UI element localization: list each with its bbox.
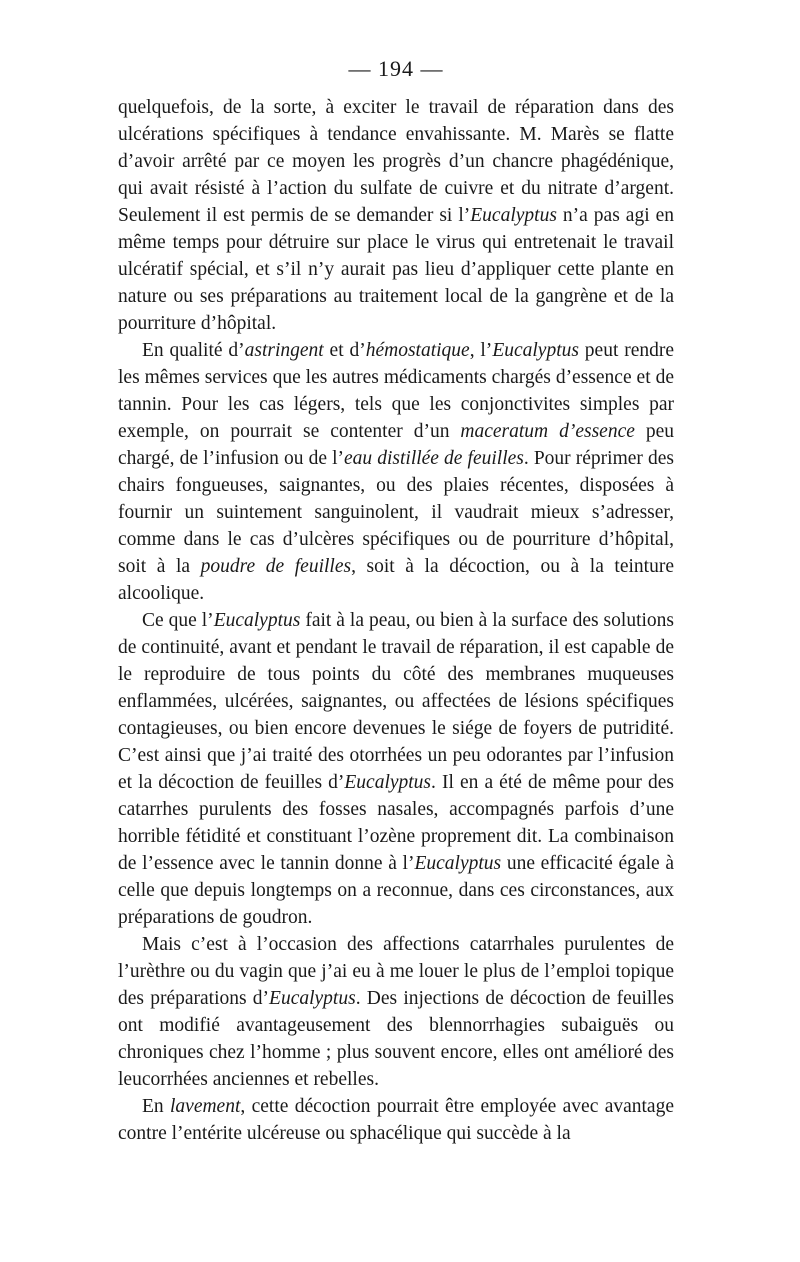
text-run: Ce que l’ xyxy=(142,610,214,631)
text-run: Mais c’est à l’occasion des affections catarrhales purulentes de l’urèthre ou du vagin que j’ai eu à me louer le plus de l’emploi topique des préparations d’ xyxy=(118,934,674,1009)
text-run: . Il en a été de même pour des catarrhes purulents des fosses nasales, accompagnés parfois d’une horrible fétidité et constituant l’ozène proprement dit. La combinaison de l’essence avec le tannin donne à l’ xyxy=(118,772,674,874)
italic-text: poudre de feuilles xyxy=(200,556,352,577)
text-run: peut rendre les mêmes services que les autres médicaments chargés d’essence et de tannin. Pour les cas légers, tels que les conjonctivites simples par exemple, on pourrait se contenter d’un xyxy=(118,340,674,442)
text-run: fait à la peau, ou bien à la surface des solutions de continuité, avant et pendant le travail de réparation, il est capable de le reproduire de tous points du côté des membranes muqueuses enflammées, ulcérées, saignantes, ou affectées de lésions spécifiques contagieuses, ou bien encore devenues le siége de foyers de putridité. C’est ainsi que j’ai traité des otorrhées un peu odorantes par l’infusion et la décoction de feuilles d’ xyxy=(118,610,674,793)
italic-text: hémostatique xyxy=(365,340,470,361)
paragraph-5 xyxy=(118,1093,674,1147)
text-run: En xyxy=(142,1096,170,1117)
text-run: . Des injections de décoction de feuilles ont modifié avantageusement des blennorrhagies subaiguës ou chroniques chez l’homme ; plus souvent encore, elles ont amélioré des leucorrhées anciennes et rebelles. xyxy=(118,988,674,1090)
book-page xyxy=(118,56,674,1147)
paragraph-1 xyxy=(118,94,674,337)
italic-text: Eucalyptus xyxy=(470,205,557,226)
italic-text: Eucalyptus xyxy=(492,340,579,361)
italic-text: maceratum d’essence xyxy=(460,421,635,442)
text-run: , soit à la décoction, ou à la teinture alcoolique. xyxy=(118,556,674,604)
text-run: une efficacité égale à celle que depuis longtemps on a reconnue, dans ces circonstances, aux préparations de goudron. xyxy=(118,853,674,928)
paragraph-3 xyxy=(118,607,674,931)
text-run: , l’ xyxy=(469,340,493,361)
italic-text: lavement xyxy=(170,1096,241,1117)
paragraph-2 xyxy=(118,337,674,607)
text-run: peu chargé, de l’infusion ou de l’ xyxy=(118,421,674,469)
text-run: quelquefois, de la sorte, à exciter le travail de réparation dans des ulcérations spécifiques à tendance envahissante. M. Marès se flatte d’avoir arrêté par ce moyen les progrès d’un chancre phagédénique, qui avait résisté à l’action du sulfate de cuivre et du nitrate d’argent. Seulement il est permis de se demander si l’ xyxy=(118,97,674,226)
paragraph-4 xyxy=(118,931,674,1093)
page-body xyxy=(118,94,674,1147)
text-run: En qualité d’ xyxy=(142,340,245,361)
italic-text: eau distillée de feuilles xyxy=(343,448,524,469)
page-number: — 194 — xyxy=(348,56,444,81)
italic-text: Eucalyptus xyxy=(269,988,356,1009)
italic-text: Eucalyptus xyxy=(213,610,301,631)
italic-text: Eucalyptus xyxy=(414,853,502,874)
text-run: et d’ xyxy=(323,340,366,361)
italic-text: astringent xyxy=(244,340,324,361)
text-run: n’a pas agi en même temps pour détruire sur place le virus qui entretenait le travail ulcératif spécial, et s’il n’y aurait pas lieu d’appliquer cette plante en nature ou ses préparations au traitement local de la gangrène et de la pourriture d’hôpital. xyxy=(118,205,675,334)
text-run: , cette décoction pourrait être employée avec avantage contre l’entérite ulcéreuse ou sphacélique qui succède à la xyxy=(118,1096,674,1144)
text-run: . Pour réprimer des chairs fongueuses, saignantes, ou des plaies récentes, disposées à fournir un suintement sanguinolent, il vaudrait mieux s’adresser, comme dans le cas d’ulcères spécifiques ou de pourriture d’hôpital, soit à la xyxy=(118,448,674,577)
italic-text: Eucalyptus xyxy=(344,772,432,793)
